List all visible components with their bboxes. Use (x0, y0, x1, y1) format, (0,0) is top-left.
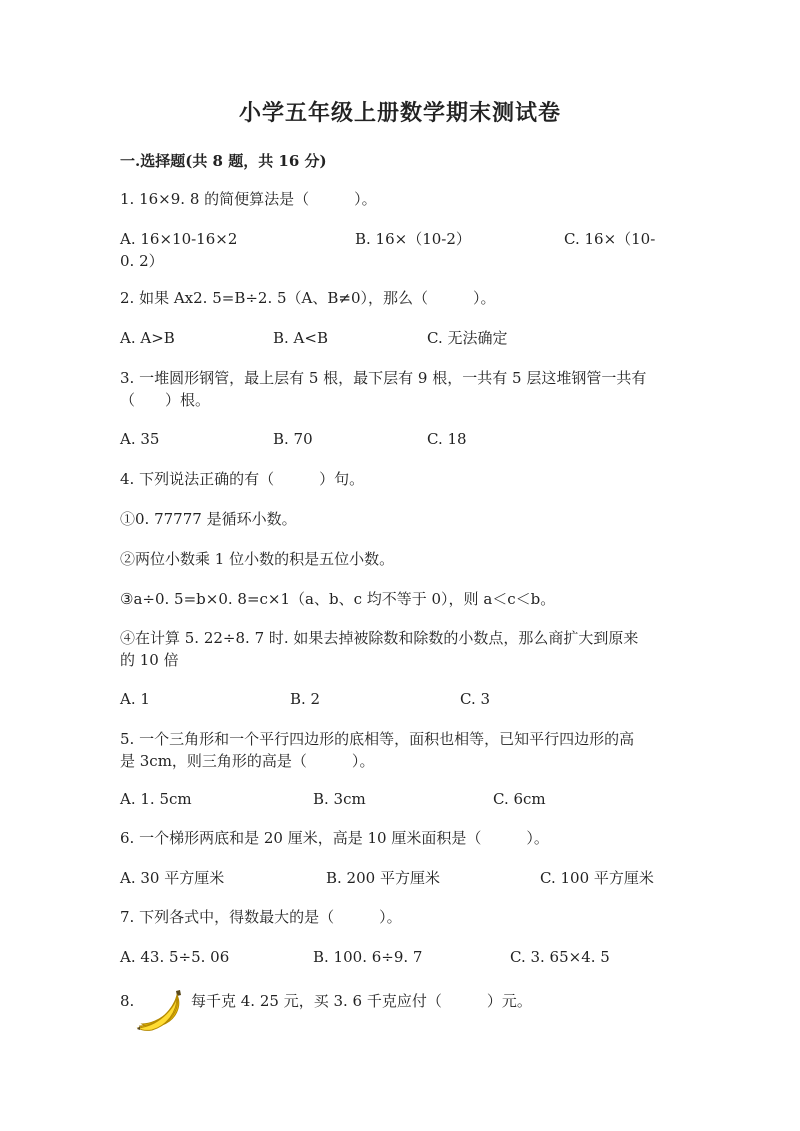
question-4-stem: 4. 下列说法正确的有（ ）句。 (120, 470, 365, 488)
question-3-option-b: B. 70 (273, 430, 313, 448)
question-2-option-c: C. 无法确定 (427, 329, 508, 347)
question-3-option-a: A. 35 (120, 430, 160, 448)
question-3-option-c: C. 18 (427, 430, 467, 448)
question-4-statement-3: ③a÷0. 5=b×0. 8=c×1（a、b、c 均不等于 0），则 a＜c＜b。 (120, 590, 556, 608)
question-4-statement-1: ①0. 77777 是循环小数。 (120, 510, 297, 528)
question-4-statement-4-line-1: ④在计算 5. 22÷8. 7 时. 如果去掉被除数和除数的小数点，那么商扩大到原来 (120, 629, 639, 647)
question-4-statement-4-line-2: 的 10 倍 (120, 651, 179, 669)
question-2-option-a: A. A>B (120, 329, 175, 347)
question-1-option-b: B. 16×（10-2） (355, 230, 471, 248)
question-4-statement-2: ②两位小数乘 1 位小数的积是五位小数。 (120, 550, 395, 568)
question-7-option-b: B. 100. 6÷9. 7 (313, 948, 423, 966)
question-1-option-a: A. 16×10-16×2 (120, 230, 238, 248)
question-7-option-a: A. 43. 5÷5. 06 (120, 948, 230, 966)
question-1-option-c-continued: 0. 2） (120, 252, 164, 270)
page-title: 小学五年级上册数学期末测试卷 (238, 100, 561, 126)
question-4-option-c: C. 3 (460, 690, 491, 708)
question-5-option-a: A. 1. 5cm (120, 790, 192, 808)
question-6-option-c: C. 100 平方厘米 (540, 869, 654, 887)
question-8-number: 8. (120, 992, 135, 1010)
question-3-stem-line-1: 3. 一堆圆形钢管，最上层有 5 根，最下层有 9 根，一共有 5 层这堆钢管一共有 (120, 369, 647, 387)
question-7-stem: 7. 下列各式中，得数最大的是（ ）。 (120, 908, 402, 926)
question-4-option-a: A. 1 (120, 690, 150, 708)
question-3-stem-line-2: （ ）根。 (120, 391, 211, 409)
question-8-stem: 每千克 4. 25 元，买 3. 6 千克应付（ ）元。 (191, 992, 532, 1010)
question-1-stem: 1. 16×9. 8 的简便算法是（ ）。 (120, 190, 377, 208)
question-5-stem-line-1: 5. 一个三角形和一个平行四边形的底相等，面积也相等，已知平行四边形的高 (120, 730, 635, 748)
section-heading: 一.选择题(共 8 题，共 16 分) (120, 152, 327, 170)
question-6-option-b: B. 200 平方厘米 (326, 869, 440, 887)
banana-icon (136, 988, 188, 1032)
question-5-stem-line-2: 是 3cm，则三角形的高是（ ）。 (120, 752, 375, 770)
question-2-stem: 2. 如果 Ax2. 5=B÷2. 5（A、B≠0），那么（ ）。 (120, 289, 496, 307)
question-5-option-b: B. 3cm (313, 790, 366, 808)
question-7-option-c: C. 3. 65×4. 5 (510, 948, 610, 966)
question-6-stem: 6. 一个梯形两底和是 20 厘米，高是 10 厘米面积是（ ）。 (120, 829, 549, 847)
question-5-option-c: C. 6cm (493, 790, 546, 808)
question-2-option-b: B. A<B (273, 329, 328, 347)
question-1-option-c: C. 16×（10- (564, 230, 656, 248)
question-4-option-b: B. 2 (290, 690, 321, 708)
question-6-option-a: A. 30 平方厘米 (120, 869, 225, 887)
